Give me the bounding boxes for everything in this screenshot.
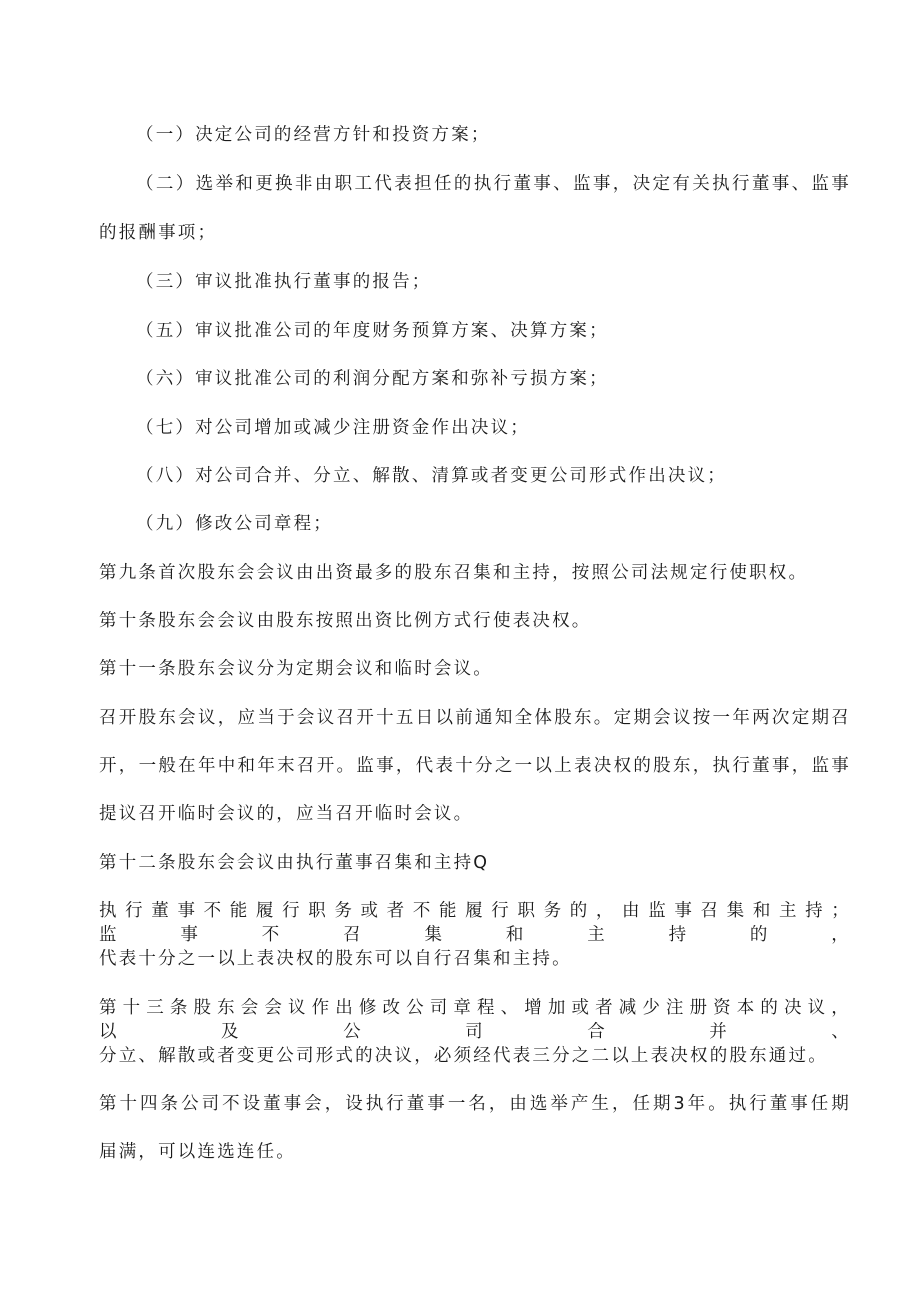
article-11-para-line-2: 开，一般在年中和年末召开。监事，代表十分之一以上表决权的股东，执行董事，监事 [99,756,851,776]
article-12-para-line-1: 执行董事不能履行职务或者不能履行职务的，由监事召集和主持；监事不召集和主持的， [99,901,851,945]
article-11-para-line-3: 提议召开临时会议的，应当召开临时会议。 [99,804,474,824]
article-10: 第十条股东会会议由股东按照出资比例方式行使表决权。 [99,611,592,631]
article-11: 第十一条股东会议分为定期会议和临时会议。 [99,659,493,679]
clause-item-2-line-2: 的报酬事项； [99,223,218,243]
article-13-line-2: 分立、解散或者变更公司形式的决议，必须经代表三分之二以上表决权的股东通过。 [99,1046,828,1066]
article-11-para-line-1: 召开股东会议，应当于会议召开十五日以前通知全体股东。定期会议按一年两次定期召 [99,708,851,728]
article-14-line-1: 第十四条公司不设董事会，设执行董事一名，由选举产生，任期3年。执行董事任期 [99,1094,851,1114]
clause-item-9: （九）修改公司章程； [136,514,333,534]
article-9: 第九条首次股东会会议由出资最多的股东召集和主持，按照公司法规定行使职权。 [99,563,809,583]
clause-item-5: （五）审议批准公司的年度财务预算方案、决算方案； [136,321,609,341]
clause-item-7: （七）对公司增加或减少注册资金作出决议； [136,418,530,438]
article-12-para-line-2: 代表十分之一以上表决权的股东可以自行召集和主持。 [99,949,572,969]
article-13-line-1: 第十三条股东会会议作出修改公司章程、增加或者减少注册资本的决议，以及公司合并、 [99,998,851,1042]
article-12: 第十二条股东会会议由执行董事召集和主持Q [99,853,490,873]
clause-item-1: （一）决定公司的经营方针和投资方案； [136,125,491,145]
article-14-line-2: 届满，可以连选连任。 [99,1142,296,1162]
clause-item-6: （六）审议批准公司的利润分配方案和弥补亏损方案； [136,369,609,389]
clause-item-3: （三）审议批准执行董事的报告； [136,272,432,292]
clause-item-8: （八）对公司合并、分立、解散、清算或者变更公司形式作出决议； [136,466,727,486]
clause-item-2-line-1: （二）选举和更换非由职工代表担任的执行董事、监事，决定有关执行董事、监事 [136,174,851,194]
